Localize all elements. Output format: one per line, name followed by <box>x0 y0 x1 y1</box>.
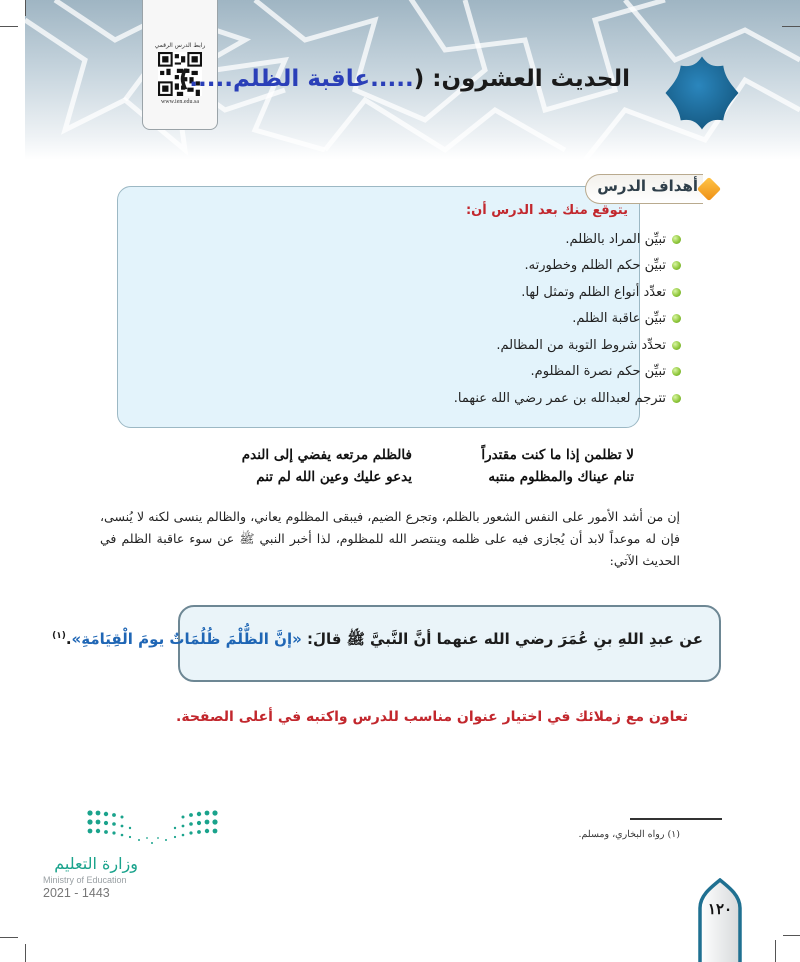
ministry-dots-icon <box>85 808 220 846</box>
crop-mark <box>782 26 800 27</box>
intro-paragraph: إن من أشد الأمور على النفس الشعور بالظلم، وتجرع الضيم، فيبقى المظلوم يعاني، والظالم ينسى لكنه لا يُنسى، فإن له موعداً لابد أن يُجازى فيه على ظلمه وينتصر الله للمظلوم، لذا أخبر النبي ﷺ عن سوء عاقبة الظلم في الحديث الآتي: <box>100 509 680 568</box>
title-topic: .....عاقبة الظلم..... <box>189 66 414 92</box>
poem-verse: يدعو عليك وعين الله لم تنم <box>256 469 412 485</box>
title-suffix: ) <box>178 66 190 92</box>
bullet-icon <box>672 314 681 323</box>
ministry-logo <box>40 808 180 898</box>
hadith-end: . <box>65 630 72 648</box>
footnote-divider <box>630 818 722 820</box>
hadith-quote: «إنَّ الظُّلْمَ ظُلُمَاتٌ يومَ الْقِيَامَةِ» <box>71 630 302 648</box>
hadith-narration: عن عبدِ اللهِ بنِ عُمَرَ رضي الله عنهما أنَّ النَّبيَّ ﷺ قالَ: <box>301 630 703 648</box>
edition-year: 2021 - 1443 <box>43 886 110 900</box>
crop-mark <box>0 937 18 938</box>
objective-item <box>454 385 681 412</box>
objective-text: تحدِّد شروط التوبة من المظالم. <box>496 337 666 353</box>
objectives-title: أهداف الدرس <box>597 177 698 195</box>
lesson-title <box>179 66 630 92</box>
page-number: ١٢٠ <box>707 900 733 918</box>
objective-text: تبيِّن المراد بالظلم. <box>565 231 666 247</box>
bullet-icon <box>672 261 681 270</box>
objectives-list <box>454 226 681 412</box>
objective-text: تبيِّن حكم نصرة المظلوم. <box>530 364 666 380</box>
bullet-icon <box>672 367 681 376</box>
ministry-name-arabic: وزارة التعليم <box>54 854 138 873</box>
activity-instruction: تعاون مع زملائك في اختيار عنوان مناسب للدرس واكتبه في أعلى الصفحة. <box>176 709 688 725</box>
footnote-reference[interactable]: (١) <box>52 631 66 641</box>
poem-verse: فالظلم مرتعه يفضي إلى الندم <box>241 447 412 463</box>
qr-caption: رابط الدرس الرقمي <box>154 42 206 49</box>
objective-item <box>454 359 681 386</box>
crop-mark <box>783 935 800 936</box>
qr-url[interactable]: www.ien.edu.sa <box>160 99 200 105</box>
objectives-intro: يتوقع منك بعد الدرس أن: <box>465 203 628 218</box>
hadith-text <box>52 630 703 652</box>
objective-text: تترجم لعبدالله بن عمر رضي الله عنهما. <box>453 390 666 406</box>
bullet-icon <box>672 235 681 244</box>
footnote: (١) رواه البخاري، ومسلم. <box>578 829 680 840</box>
lesson-badge-icon <box>664 55 740 131</box>
bullet-icon <box>672 341 681 350</box>
poem-second-hemistichs <box>242 444 412 488</box>
poem-verse: لا تظلمن إذا ما كنت مقتدراً <box>481 447 634 463</box>
ministry-name-english: Ministry of Education <box>43 875 127 885</box>
bullet-icon <box>672 394 681 403</box>
crop-mark <box>775 940 776 962</box>
title-prefix: الحديث العشرون: ( <box>413 66 630 92</box>
objective-item <box>454 332 681 359</box>
objective-text: تبيِّن حكم الظلم وخطورته. <box>524 258 666 274</box>
objective-text: تبيِّن عاقبة الظلم. <box>572 311 666 327</box>
bullet-icon <box>672 288 681 297</box>
poem-first-hemistichs <box>481 444 634 488</box>
objective-text: تعدِّد أنواع الظلم وتمثل لها. <box>521 284 666 300</box>
objective-item <box>454 253 681 280</box>
poem-verse: تنام عيناك والمظلوم منتبه <box>488 469 634 485</box>
objective-item <box>454 226 681 253</box>
page-number-tab <box>696 878 744 962</box>
crop-mark <box>25 944 26 962</box>
objective-item <box>454 279 681 306</box>
crop-mark <box>25 0 26 16</box>
qr-code-tab[interactable] <box>142 0 218 130</box>
objective-item <box>454 306 681 333</box>
crop-mark <box>0 26 18 27</box>
